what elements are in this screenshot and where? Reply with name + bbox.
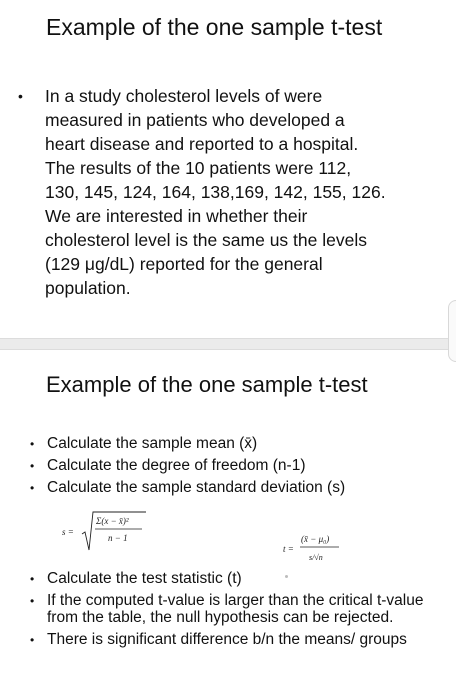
list-item bbox=[30, 631, 440, 648]
slide-1 bbox=[0, 0, 456, 338]
steps-list-bottom bbox=[30, 570, 440, 653]
bullet-dot: • bbox=[30, 594, 35, 608]
steps-list-top bbox=[30, 435, 440, 501]
slide-1-title: Example of the one sample t-test bbox=[46, 14, 383, 40]
slide-2 bbox=[0, 350, 456, 700]
problem-statement: In a study cholesterol levels of were measured in patients who developed a heart disease and reported to a hospital. The results of the 10 patients were 112, 130, 145, 124, 164, 138,169, 142, 155, 126. We are interested in whether their cholesterol level is the same us the levels (129 μg/dL) reported for the general population. bbox=[45, 86, 386, 298]
slide-2-title: Example of the one sample t-test bbox=[46, 372, 368, 397]
list-item bbox=[30, 479, 440, 496]
list-item bbox=[30, 592, 440, 626]
list-item bbox=[30, 435, 440, 452]
scroll-handle[interactable] bbox=[448, 300, 456, 362]
list-item-text: Calculate the test statistic (t) bbox=[47, 570, 242, 587]
bullet-dot: • bbox=[30, 572, 35, 586]
bullet-dot: • bbox=[30, 459, 35, 473]
bullet-dot: • bbox=[30, 633, 35, 647]
bullet-dot: • bbox=[30, 481, 35, 495]
sd-lhs: s = bbox=[62, 527, 74, 537]
list-item-text: Calculate the sample mean (x̄) bbox=[47, 435, 258, 452]
sd-denominator: n − 1 bbox=[108, 533, 128, 543]
slide-divider bbox=[0, 338, 456, 350]
std-dev-formula bbox=[62, 506, 152, 556]
bullet-dot: • bbox=[30, 437, 35, 451]
list-item bbox=[30, 570, 440, 587]
bullet-dot: • bbox=[18, 88, 23, 104]
t-numerator: (x̄ − μ₀) bbox=[301, 534, 330, 544]
t-denominator: s/√n bbox=[309, 553, 323, 562]
list-item bbox=[30, 457, 440, 474]
t-statistic-formula bbox=[283, 528, 349, 572]
list-item-text: Calculate the degree of freedom (n-1) bbox=[47, 457, 306, 474]
sd-numerator: Σ(x − x̄)² bbox=[96, 516, 129, 526]
list-item-text: Calculate the sample standard deviation (s) bbox=[47, 479, 346, 496]
list-item-text: If the computed t-value is larger than the critical t-value from the table, the null hypothesis can be rejected. bbox=[47, 592, 424, 626]
t-lhs: t = bbox=[283, 544, 294, 554]
list-item-text: There is significant difference b/n the means/ groups bbox=[47, 631, 407, 648]
